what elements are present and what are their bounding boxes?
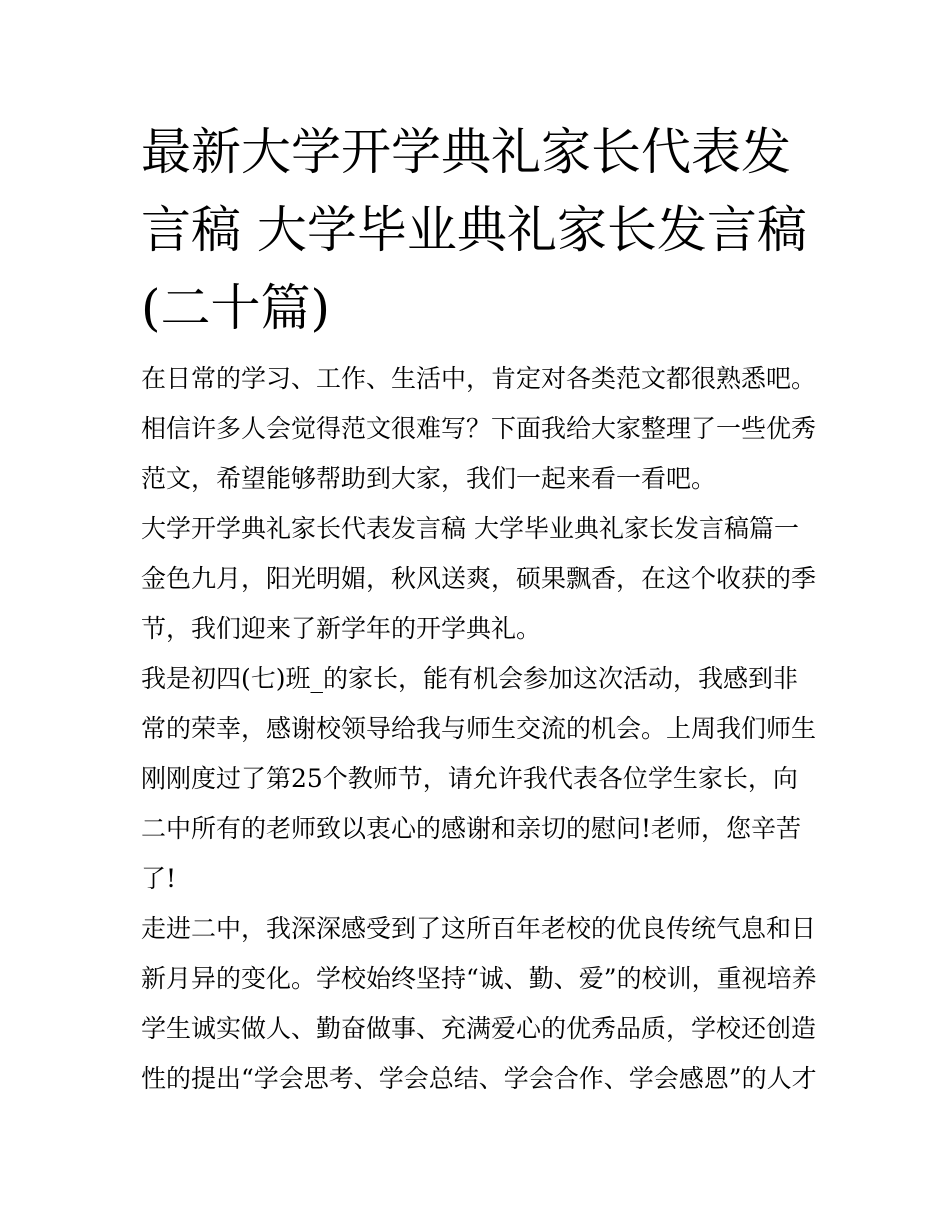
paragraph-self-introduction: 我是初四(七)班_的家长，能有机会参加这次活动，我感到非常的荣幸，感谢校领导给我与师生交流的机会。上周我们师生刚刚度过了第25个教师节，请允许我代表各位学生家长，向二中所有的老师致以衷心的感谢和亲切的慰问!老师，您辛苦了!: [141, 664, 817, 893]
paragraph-school-description: 走进二中，我深深感受到了这所百年老校的优良传统气息和日新月异的变化。学校始终坚持“诚、勤、爱”的校训，重视培养学生诚实做人、勤奋做事、充满爱心的优秀品质，学校还创造性的提出“学会思考、学会总结、学会合作、学会感恩”的人才: [141, 914, 817, 1093]
paragraph-opening: 金色九月，阳光明媚，秋风送爽，硕果飘香，在这个收获的季节，我们迎来了新学年的开学典礼。: [141, 564, 817, 643]
paragraph-section-heading: 大学开学典礼家长代表发言稿 大学毕业典礼家长发言稿篇一: [141, 514, 799, 543]
document-body: [141, 354, 821, 1104]
document-title: 最新大学开学典礼家长代表发言稿 大学毕业典礼家长发言稿(二十篇): [141, 123, 807, 337]
paragraph-intro: 在日常的学习、工作、生活中，肯定对各类范文都很熟悉吧。相信许多人会觉得范文很难写？下面我给大家整理了一些优秀范文，希望能够帮助到大家，我们一起来看一看吧。: [141, 364, 817, 493]
